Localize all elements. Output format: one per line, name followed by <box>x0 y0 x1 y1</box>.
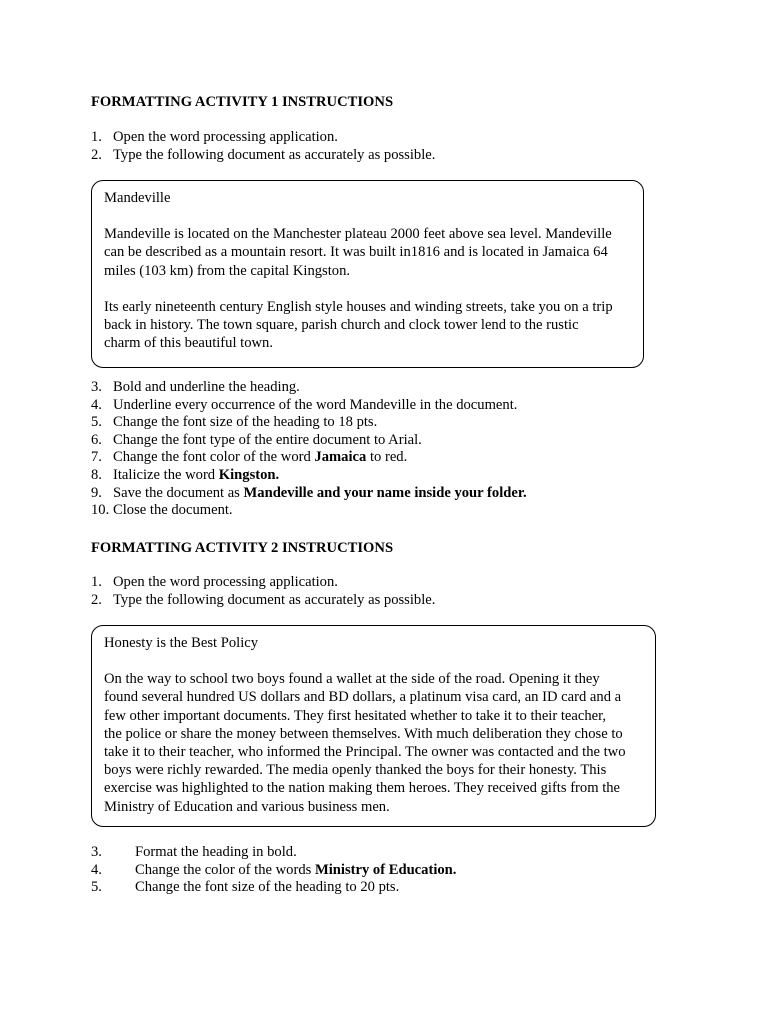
box-title: Honesty is the Best Policy <box>104 635 259 651</box>
box-title: Mandeville <box>104 190 171 206</box>
activity2-heading: FORMATTING ACTIVITY 2 INSTRUCTIONS <box>91 540 394 556</box>
box-paragraph: Its early nineteenth century English style houses and winding streets, take you on a trip back in history. The town square, parish church and clock tower lend to the rustic charm of this beautiful town. <box>104 298 613 352</box>
honesty-text-box <box>91 625 656 827</box>
box-paragraph: Mandeville is located on the Manchester plateau 2000 feet above sea level. Mandeville can be described as a mountain resort. It was built in1816 and is located in Jamaica 64 miles (103 km) from the capital Kingston. <box>104 226 612 279</box>
box-paragraph: On the way to school two boys found a wallet at the side of the road. Opening it they found several hundred US dollars and BD dollars, a platinum visa card, an ID card and a few other important documents. They first hesitated whether to take it to their teacher, the police or share the money between themselves. With much deliberation they chose to take it to their teacher, who informed the Principal. The owner was contacted and the two boys were richly rewarded. The media openly thanked the boys for their honesty. This exercise was highlighted to the nation making them heroes. They received gifts from the Ministry of Education and various business men. <box>104 671 626 815</box>
document-page: FORMATTING ACTIVITY 1 INSTRUCTIONS 1. Open the word processing application. 2. Type the following document as accurately as possible. Mandeville Mandeville is located on the Manchester plateau 2000 feet above sea level. Mandeville can be described as a mountain resort. It was built in1816 and is located in Jamaica 64 miles (103 km) from the capital Kingston. Its early nineteenth century English style houses and winding streets, take you on a trip back in history. The town square, parish church and clock tower lend to the rustic charm of this beautiful town. 3. Bold and underline the heading. 4. Underline every occurrence of the word Mandeville in the document. 5. Change the font size of the heading to 18 pts. 6. Change the font type of the entire document to Arial. 7. Change the font color of the word Jamaica to red. 8. Italicize the word Kingston. 9. Save the document as Mandeville and your name inside your folder. 10. Close the document. FORMATTING ACTIVITY 2 INSTRUCTIONS 1. Open the word processing application. 2. Type the following document as accurately as possible. Honesty is the Best Policy On the way to school two boys found a wallet at the side of the road. Opening it they found several hundred US dollars and BD dollars, a platinum visa card, an ID card and a few other important documents. They first hesitated whether to take it to their teacher, the police or share the money between themselves. With much deliberation they chose to take it to their teacher, who informed the Principal. The owner was contacted and the two boys were richly rewarded. The media openly thanked the boys for their honesty. This exercise was highlighted to the nation making them heroes. They received gifts from the Ministry of Education and various business men. 3. Format the heading in bold. 4. Change the color of the words Ministry of Education. 5. Change the font size of the heading to 20 pts. <box>0 0 768 1024</box>
mandeville-text-box <box>91 180 644 368</box>
activity1-heading: FORMATTING ACTIVITY 1 INSTRUCTIONS <box>91 94 394 110</box>
